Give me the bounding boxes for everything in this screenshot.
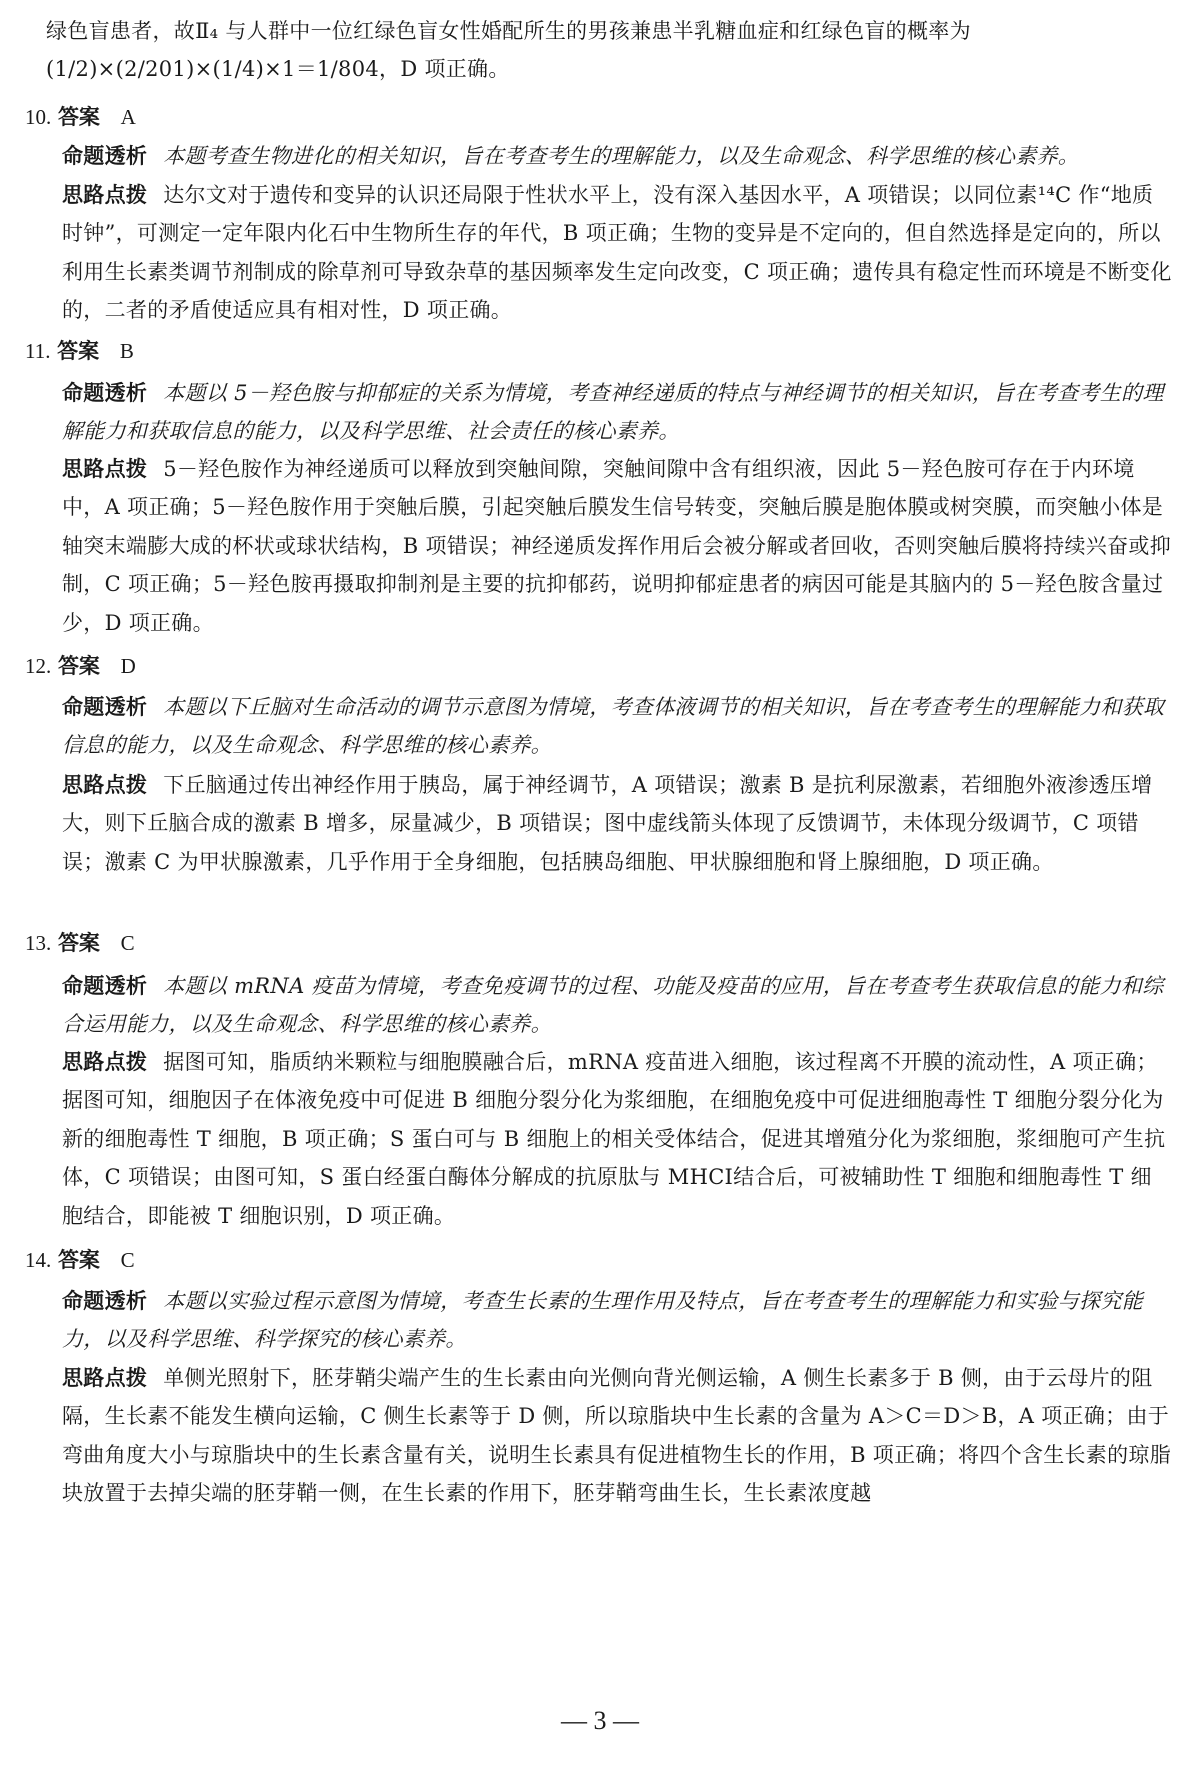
answer-letter: C	[120, 1248, 135, 1272]
question-14-hint	[62, 1359, 1172, 1513]
answer-letter: A	[120, 105, 136, 129]
question-number: 13.	[25, 931, 52, 955]
hint-text: 下丘脑通过传出神经作用于胰岛，属于神经调节，A 项错误；激素 B 是抗利尿激素，若细胞外液渗透压增大，则下丘脑合成的激素 B 增多，尿量减少，B 项错误；图中虚线箭头体现了反馈调节，未体现分级调节，C 项错误；激素 C 为甲状腺激素，几乎作用于全身细胞，包括胰岛细胞、甲状腺细胞和肾上腺细胞，D 项正确。	[62, 773, 1153, 874]
question-14-header	[25, 1246, 135, 1274]
hint-text: 5－羟色胺作为神经递质可以释放到突触间隙，突触间隙中含有组织液，因此 5－羟色胺可存在于内环境中，A 项正确；5－羟色胺作用于突触后膜，引起突触后膜发生信号转变，突触后膜是胞体膜或树突膜，而突触小体是轴突末端膨大成的杯状或球状结构，B 项错误；神经递质发挥作用后会被分解或者回收，否则突触后膜将持续兴奋或抑制，C 项正确；5－羟色胺再摄取抑制剂是主要的抗抑郁药，说明抑郁症患者的病因可能是其脑内的 5－羟色胺含量过少，D 项正确。	[62, 457, 1172, 635]
answer-label: 答案	[57, 654, 100, 678]
question-12-analysis	[62, 688, 1172, 765]
analysis-tag: 命题透析	[62, 974, 148, 998]
answer-label: 答案	[57, 1248, 100, 1272]
hint-tag: 思路点拨	[62, 773, 148, 797]
answer-label: 答案	[57, 339, 100, 363]
analysis-text: 本题以下丘脑对生命活动的调节示意图为情境，考查体液调节的相关知识，旨在考查考生的理解能力和获取信息的能力，以及生命观念、科学思维的核心素养。	[62, 695, 1165, 758]
question-10-header	[25, 103, 136, 131]
page-number: — 3 —	[561, 1706, 639, 1735]
answer-letter: B	[119, 339, 134, 363]
hint-tag: 思路点拨	[62, 457, 148, 481]
analysis-text: 本题考查生物进化的相关知识，旨在考查考生的理解能力，以及生命观念、科学思维的核心素养。	[163, 144, 1080, 168]
answer-label: 答案	[57, 105, 100, 129]
question-number: 11.	[25, 339, 51, 363]
analysis-text: 本题以 5－羟色胺与抑郁症的关系为情境，考查神经递质的特点与神经调节的相关知识，旨在考查考生的理解能力和获取信息的能力，以及科学思维、社会责任的核心素养。	[62, 381, 1164, 444]
analysis-text: 本题以 mRNA 疫苗为情境，考查免疫调节的过程、功能及疫苗的应用，旨在考查考生获取信息的能力和综合运用能力，以及生命观念、科学思维的核心素养。	[62, 974, 1164, 1037]
answer-label: 答案	[57, 931, 100, 955]
question-12-header	[25, 652, 136, 680]
hint-text: 据图可知，脂质纳米颗粒与细胞膜融合后，mRNA 疫苗进入细胞，该过程离不开膜的流动性，A 项正确；据图可知，细胞因子在体液免疫中可促进 B 细胞分裂分化为浆细胞，在细胞免疫中可促进细胞毒性 T 细胞分裂分化为新的细胞毒性 T 细胞，B 项正确；S 蛋白可与 B 细胞上的相关受体结合，促进其增殖分化为浆细胞，浆细胞可产生抗体，C 项错误；由图可知，S 蛋白经蛋白酶体分解成的抗原肽与 MHCⅠ结合后，可被辅助性 T 细胞和细胞毒性 T 细胞结合，即能被 T 细胞识别，D 项正确。	[62, 1050, 1166, 1228]
hint-tag: 思路点拨	[62, 1050, 148, 1074]
analysis-tag: 命题透析	[62, 144, 148, 168]
question-11-hint	[62, 450, 1172, 642]
analysis-text: 本题以实验过程示意图为情境，考查生长素的生理作用及特点，旨在考查考生的理解能力和实验与探究能力，以及科学思维、科学探究的核心素养。	[62, 1289, 1143, 1352]
question-11-header	[25, 337, 134, 365]
question-13-header	[25, 929, 135, 957]
question-number: 10.	[25, 105, 52, 129]
question-12-hint	[62, 766, 1172, 881]
question-number: 14.	[25, 1248, 52, 1272]
question-11-analysis	[62, 374, 1172, 451]
hint-text: 达尔文对于遗传和变异的认识还局限于性状水平上，没有深入基因水平，A 项错误；以同位素¹⁴C 作“地质时钟”，可测定一定年限内化石中生物所生存的年代，B 项正确；生物的变异是不定向的，但自然选择是定向的，所以利用生长素类调节剂制成的除草剂可导致杂草的基因频率发生定向改变，C 项正确；遗传具有稳定性而环境是不断变化的，二者的矛盾使适应具有相对性，D 项正确。	[62, 183, 1172, 323]
analysis-tag: 命题透析	[62, 695, 148, 719]
hint-tag: 思路点拨	[62, 1366, 148, 1390]
question-10-hint	[62, 176, 1172, 330]
analysis-tag: 命题透析	[62, 1289, 148, 1313]
answer-letter: C	[120, 931, 135, 955]
question-13-hint	[62, 1043, 1172, 1235]
hint-tag: 思路点拨	[62, 183, 148, 207]
question-13-analysis	[62, 967, 1172, 1044]
question-14-analysis	[62, 1282, 1172, 1359]
answer-letter: D	[120, 654, 136, 678]
intro-paragraph: 绿色盲患者，故Ⅱ₄ 与人群中一位红绿色盲女性婚配所生的男孩兼患半乳糖血症和红绿色盲的概率为(1/2)×(2/201)×(1/4)×1＝1/804，D 项正确。	[46, 19, 971, 82]
question-10-analysis	[62, 137, 1172, 175]
hint-text: 单侧光照射下，胚芽鞘尖端产生的生长素由向光侧向背光侧运输，A 侧生长素多于 B 侧，由于云母片的阻隔，生长素不能发生横向运输，C 侧生长素等于 D 侧，所以琼脂块中生长素的含量为 A＞C＝D＞B，A 项正确；由于弯曲角度大小与琼脂块中的生长素含量有关，说明生长素具有促进植物生长的作用，B 项正确；将四个含生长素的琼脂块放置于去掉尖端的胚芽鞘一侧，在生长素的作用下，胚芽鞘弯曲生长，生长素浓度越	[62, 1366, 1172, 1506]
analysis-tag: 命题透析	[62, 381, 148, 405]
question-number: 12.	[25, 654, 52, 678]
